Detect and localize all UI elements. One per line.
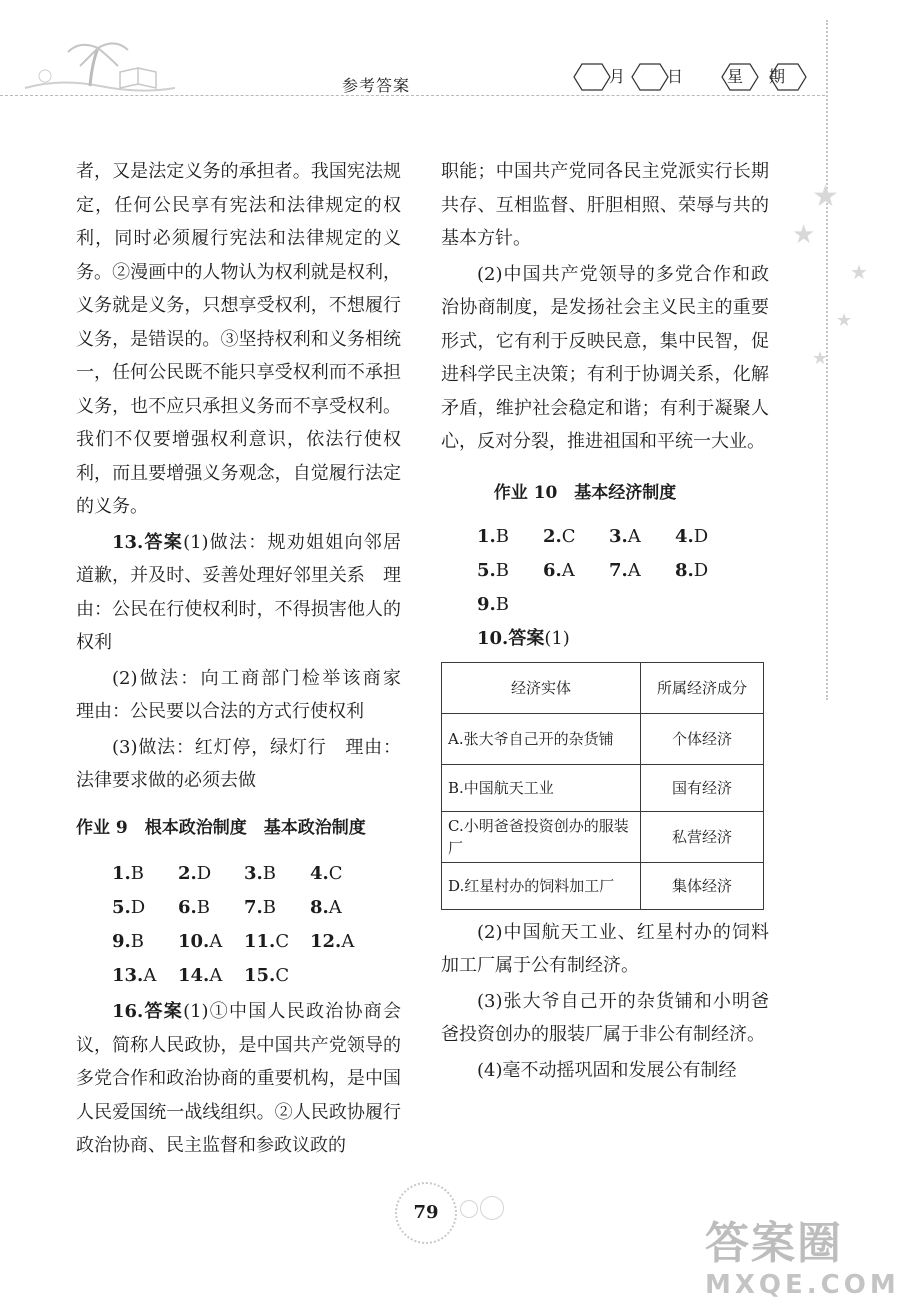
answer-10-text-1: (1) [544,628,570,649]
answer-choice: B [262,863,277,885]
date-month-label: 月 [609,67,626,86]
answer-number: 8. [310,897,329,919]
table-cell-entity: A.张大爷自己开的杂货铺 [442,713,641,764]
answer-choice: C [275,931,290,953]
table-cell-entity: C.小明爸爸投资创办的服装厂 [442,811,641,862]
answer-item [112,891,178,925]
table-row [442,862,764,909]
answer-item [178,959,244,993]
answer-choice: B [196,897,211,919]
answer-choice: D [196,863,212,885]
table-header-entity: 经济实体 [442,662,641,713]
answer-number: 10. [178,931,210,953]
table-cell-type: 个体经济 [641,713,764,764]
table-cell-entity: D.红星村办的饲料加工厂 [442,862,641,909]
answer-16-text-1: (1)①中国人民政治协商会议，简称人民政协，是中国共产党领导的多党合作和政治协商的重要机构，是中国人民爱国统一战线组织。②人民政协履行政治协商、民主监督和参政议政的 [76,1001,401,1156]
answer-choice: A [627,560,641,582]
answer-item [244,925,310,959]
date-week-label-2: 期 [769,67,786,86]
answer-item [310,857,376,891]
answer-10-part-3: (3)张大爷自己开的杂货铺和小明爸爸投资创办的服装厂属于非公有制经济。 [441,990,769,1045]
table-header-row [442,662,764,713]
answer-10-part-2: (2)中国航天工业、红星村办的饲料加工厂属于公有制经济。 [441,921,769,976]
answer-number: 5. [112,897,131,919]
watermark-logo [705,1218,900,1308]
answer-choice: B [495,594,510,616]
answer-row [441,588,769,622]
answer-item [609,520,675,554]
answer-row [76,925,401,959]
date-week-label-1: 星 [727,67,744,86]
answer-item [112,857,178,891]
answer-number: 4. [675,526,694,548]
answer-choice: A [328,897,342,919]
table-header-type: 所属经济成分 [641,662,764,713]
answer-number: 2. [543,526,562,548]
star-icon: ★ [836,310,853,331]
answer-item [310,891,376,925]
answer-number: 9. [477,594,496,616]
answer-item [178,857,244,891]
answer-number: 8. [675,560,694,582]
answer-choice: D [693,560,709,582]
answer-13-text-1: (1)做法：规劝姐姐向邻居道歉，并及时、妥善处理好邻里关系 理由：公民在行使权利时，不得损害他人的权利 [76,531,401,653]
homework-9-answers [76,857,401,993]
answer-number: 11. [244,931,276,953]
answer-item [477,520,543,554]
answer-item [543,520,609,554]
watermark-url: MXQE.COM [705,1270,900,1300]
star-icon: ★ [812,348,829,369]
answer-13-label: 13.答案 [112,531,184,553]
table-cell-entity: B.中国航天工业 [442,764,641,811]
palm-tree-logo-icon [20,38,180,98]
homework-9-title: 作业 9 根本政治制度 基本政治制度 [76,817,366,838]
answer-13-part-2: (2)做法：向工商部门检举该商家 理由：公民要以合法的方式行使权利 [76,667,419,722]
answer-item [178,925,244,959]
answer-item [112,925,178,959]
answer-choice: C [328,863,343,885]
star-icon: ★ [792,220,816,250]
answer-item [609,554,675,588]
star-icon: ★ [812,179,839,214]
answer-16-continued: 职能；中国共产党同各民主党派实行长期共存、互相监督、肝胆相照、荣辱与共的基本方针。 [441,161,769,249]
answer-13-part-3: (3)做法：红灯停，绿灯行 理由：法律要求做的必须去做 [76,736,401,791]
table-row [442,811,764,862]
table-row [442,713,764,764]
answer-choice: B [495,560,510,582]
answer-item [543,554,609,588]
answer-16-part-1 [76,995,401,1163]
bubble-icon [480,1196,504,1220]
table-row [442,764,764,811]
answer-choice: B [130,863,145,885]
answer-number: 6. [543,560,562,582]
answer-10-label: 10.答案 [477,628,545,649]
answer-row [76,891,401,925]
answer-choice: D [130,897,146,919]
answer-number: 9. [112,931,131,953]
header-divider [0,95,825,96]
answer-16-part-2: (2)中国共产党领导的多党合作和政治协商制度，是发扬社会主义民主的重要形式，它有利于反映民意，集中民智，促进科学民主决策；有利于协调关系，化解矛盾，维护社会稳定和谐；有利于凝聚人心，反对分裂，推进祖国和平统一大业。 [441,263,769,452]
answer-choice: C [561,526,576,548]
answer-item [477,554,543,588]
answer-item [477,588,543,622]
answer-number: 12. [310,931,342,953]
answer-choice: A [143,965,157,987]
answer-choice: A [561,560,575,582]
answer-number: 6. [178,897,197,919]
bubble-icon [460,1200,478,1218]
answer-number: 3. [244,863,263,885]
answer-item [244,891,310,925]
answer-16-label: 16.答案 [112,1001,184,1022]
answer-13-part-1 [76,526,401,660]
answer-item [178,891,244,925]
watermark-text: 答案圈 [705,1218,843,1269]
answer-choice: B [262,897,277,919]
answer-number: 2. [178,863,197,885]
answer-number: 13. [112,965,144,987]
page-number: 79 [395,1182,457,1244]
star-icon: ★ [850,260,868,284]
left-column [76,155,419,1163]
homework-10-answers [441,520,769,622]
answer-number: 3. [609,526,628,548]
answer-number: 1. [477,526,496,548]
table-cell-type: 集体经济 [641,862,764,909]
table-cell-type: 国有经济 [641,764,764,811]
answer-choice: A [627,526,641,548]
answer-row [441,554,769,588]
answer-number: 4. [310,863,329,885]
homework-10-title: 作业 10 基本经济制度 [493,482,677,503]
header-title: 参考答案 [342,76,411,95]
answer-choice: A [341,931,355,953]
answer-choice: C [275,965,290,987]
answer-choice: A [209,965,223,987]
answer-choice: D [693,526,709,548]
right-column [441,155,769,1087]
answer-number: 15. [244,965,276,987]
table-cell-type: 私营经济 [641,811,764,862]
answer-item [675,554,741,588]
answer-row [76,959,401,993]
answer-choice: A [209,931,223,953]
date-day-label: 日 [667,67,684,86]
answer-item [112,959,178,993]
answer-10-part-1 [441,622,769,656]
answer-row [76,857,401,891]
answer-choice: B [130,931,145,953]
answer-10-part-4: (4)毫不动摇巩固和发展公有制经 [477,1059,737,1081]
answer-number: 1. [112,863,131,885]
answer-number: 7. [244,897,263,919]
answer-number: 5. [477,560,496,582]
answer-item [310,925,376,959]
answer-row [441,520,769,554]
answer-paragraph: 者，又是法定义务的承担者。我国宪法规定，任何公民享有宪法和法律规定的权利，同时必须履行宪法和法律规定的义务。②漫画中的人物认为权利就是权利，义务就是义务，只想享受权利，不想履行义务，是错误的。③坚持权利和义务相统一，任何公民既不能只享受权利而不承担义务，也不应只承担义务而不享受权利。我们不仅要增强权利意识，依法行使权利，而且要增强义务观念，自觉履行法定的义务。 [76,161,401,517]
answer-item [244,959,310,993]
answer-item [244,857,310,891]
answer-item [675,520,741,554]
answer-number: 14. [178,965,210,987]
economy-table [441,662,764,910]
answer-number: 7. [609,560,628,582]
answer-choice: B [495,526,510,548]
